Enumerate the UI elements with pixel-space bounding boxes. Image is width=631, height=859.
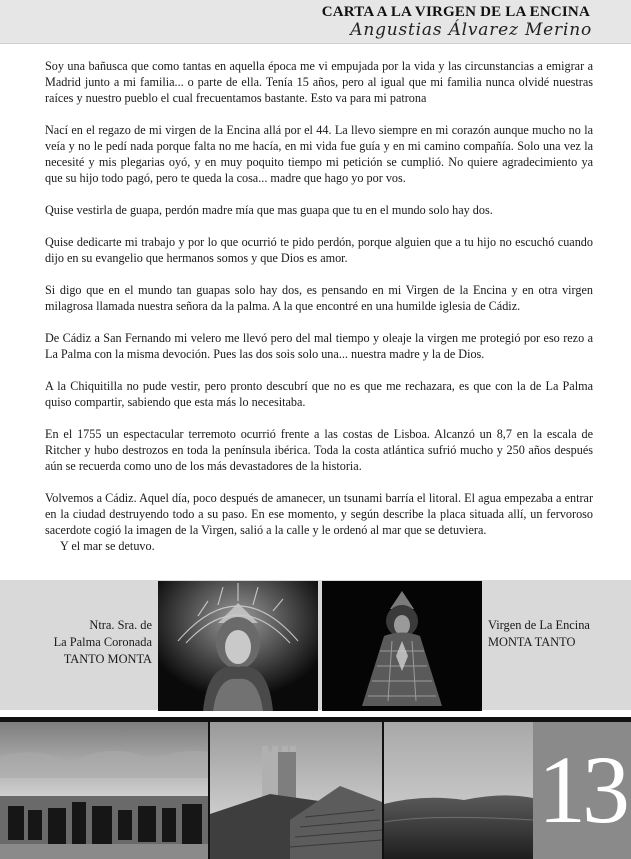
paragraph: Quise vestirla de guapa, perdón madre mía que mas guapa que tu en el mundo solo hay dos.: [45, 203, 493, 217]
paragraph: A la Chiquitilla no pude vestir, pero pronto descubrí que no es que me rechazara, es que con la de La Palma quiso compartir, sabiendo que esta más lo necesitaba.: [45, 379, 593, 409]
paragraph: Soy una bañusca que como tantas en aquella época me vi empujada por la vida y las circunstancias a emigrar a Madrid junto a mi familia... o parte de ella. Tenía 15 años, pero al igual que mi familia nunca olvidé nuestras raíces y nuestro pueblo el cual frecuentamos bastante. Esto va para mi patrona: [45, 59, 593, 105]
article-title: CARTA A LA VIRGEN DE LA ENCINA: [321, 4, 590, 20]
paragraph: Si digo que en el mundo tan guapas solo hay dos, es pensando en mi Virgen de la Encina y en otra virgen milagrosa llamada nuestra señora da la palma. A la que encontré en una humilde iglesia de Cádiz.: [45, 283, 593, 313]
paragraph: En el 1755 un espectacular terremoto ocurrió frente a las costas de Lisboa. Alcanzó un 8,7 en la escala de Ritcher y hubo destrozos en toda la península ibérica. Toda la costa atlántica sufrió mucho y 250 años después aún se recuerda como uno de los más devastadores de la historia.: [45, 427, 593, 473]
paragraph: Quise dedicarte mi trabajo y por lo que ocurrió te pido perdón, porque alguien que a tu hijo no escuchó cuando dijo en su evangelio que hermanos somos y que Dios es amor.: [45, 235, 593, 265]
caption-line: MONTA TANTO: [488, 635, 576, 649]
virgen-encina-photo: [322, 581, 482, 711]
caption-encina: [488, 617, 628, 651]
caption-palma: [20, 617, 152, 668]
paragraph: De Cádiz a San Fernando mi velero me llevó pero del mal tiempo y oleaje la virgen me protegió por eso rezo a La Palma con la misma devoción. Pues las dos sois solo una... nuestra madre y la de Dios.: [45, 331, 593, 361]
landscape-photo: [384, 722, 533, 859]
herd-field-photo: [0, 722, 208, 859]
caption-line: TANTO MONTA: [63, 652, 152, 666]
article-body: [45, 58, 593, 554]
closing-line: Y el mar se detuvo.: [60, 539, 155, 553]
caption-line: Virgen de La Encina: [488, 618, 590, 632]
virgen-palma-photo: [158, 581, 318, 711]
article-author: Angustias Álvarez Merino: [350, 20, 592, 40]
caption-line: Ntra. Sra. de: [89, 618, 152, 632]
paragraph: Nací en el regazo de mi virgen de la Encina allá por el 44. La llevo siempre en mi corazón aunque mucho no la veía y no le pedí nada porque falta no me hacía, en mi vida fue guía y en mi camino compañía. Solo una vez la necesité y mis plegarias oyó, y en muy poquito tiempo mi petición se cumplió. No quiere agradecimiento ya que su hijo todo pagó, pero te queda la cosa... madre que hago yo por vos.: [45, 123, 593, 185]
page-number-box: [533, 722, 631, 859]
castle-photo: [210, 722, 382, 859]
paragraph: Volvemos a Cádiz. Aquel día, poco después de amanecer, un tsunami barría el litoral. El agua empezaba a entrar en la ciudad destruyendo todo a su paso. En ese momento, y según describe la placa situada allí, un fervoroso sacerdote cogió la imagen de la Virgen, salió a la calle y le ordenó al mar que se detuviera.: [45, 491, 593, 537]
caption-line: La Palma Coronada: [53, 635, 152, 649]
page-number: 13: [538, 736, 626, 843]
